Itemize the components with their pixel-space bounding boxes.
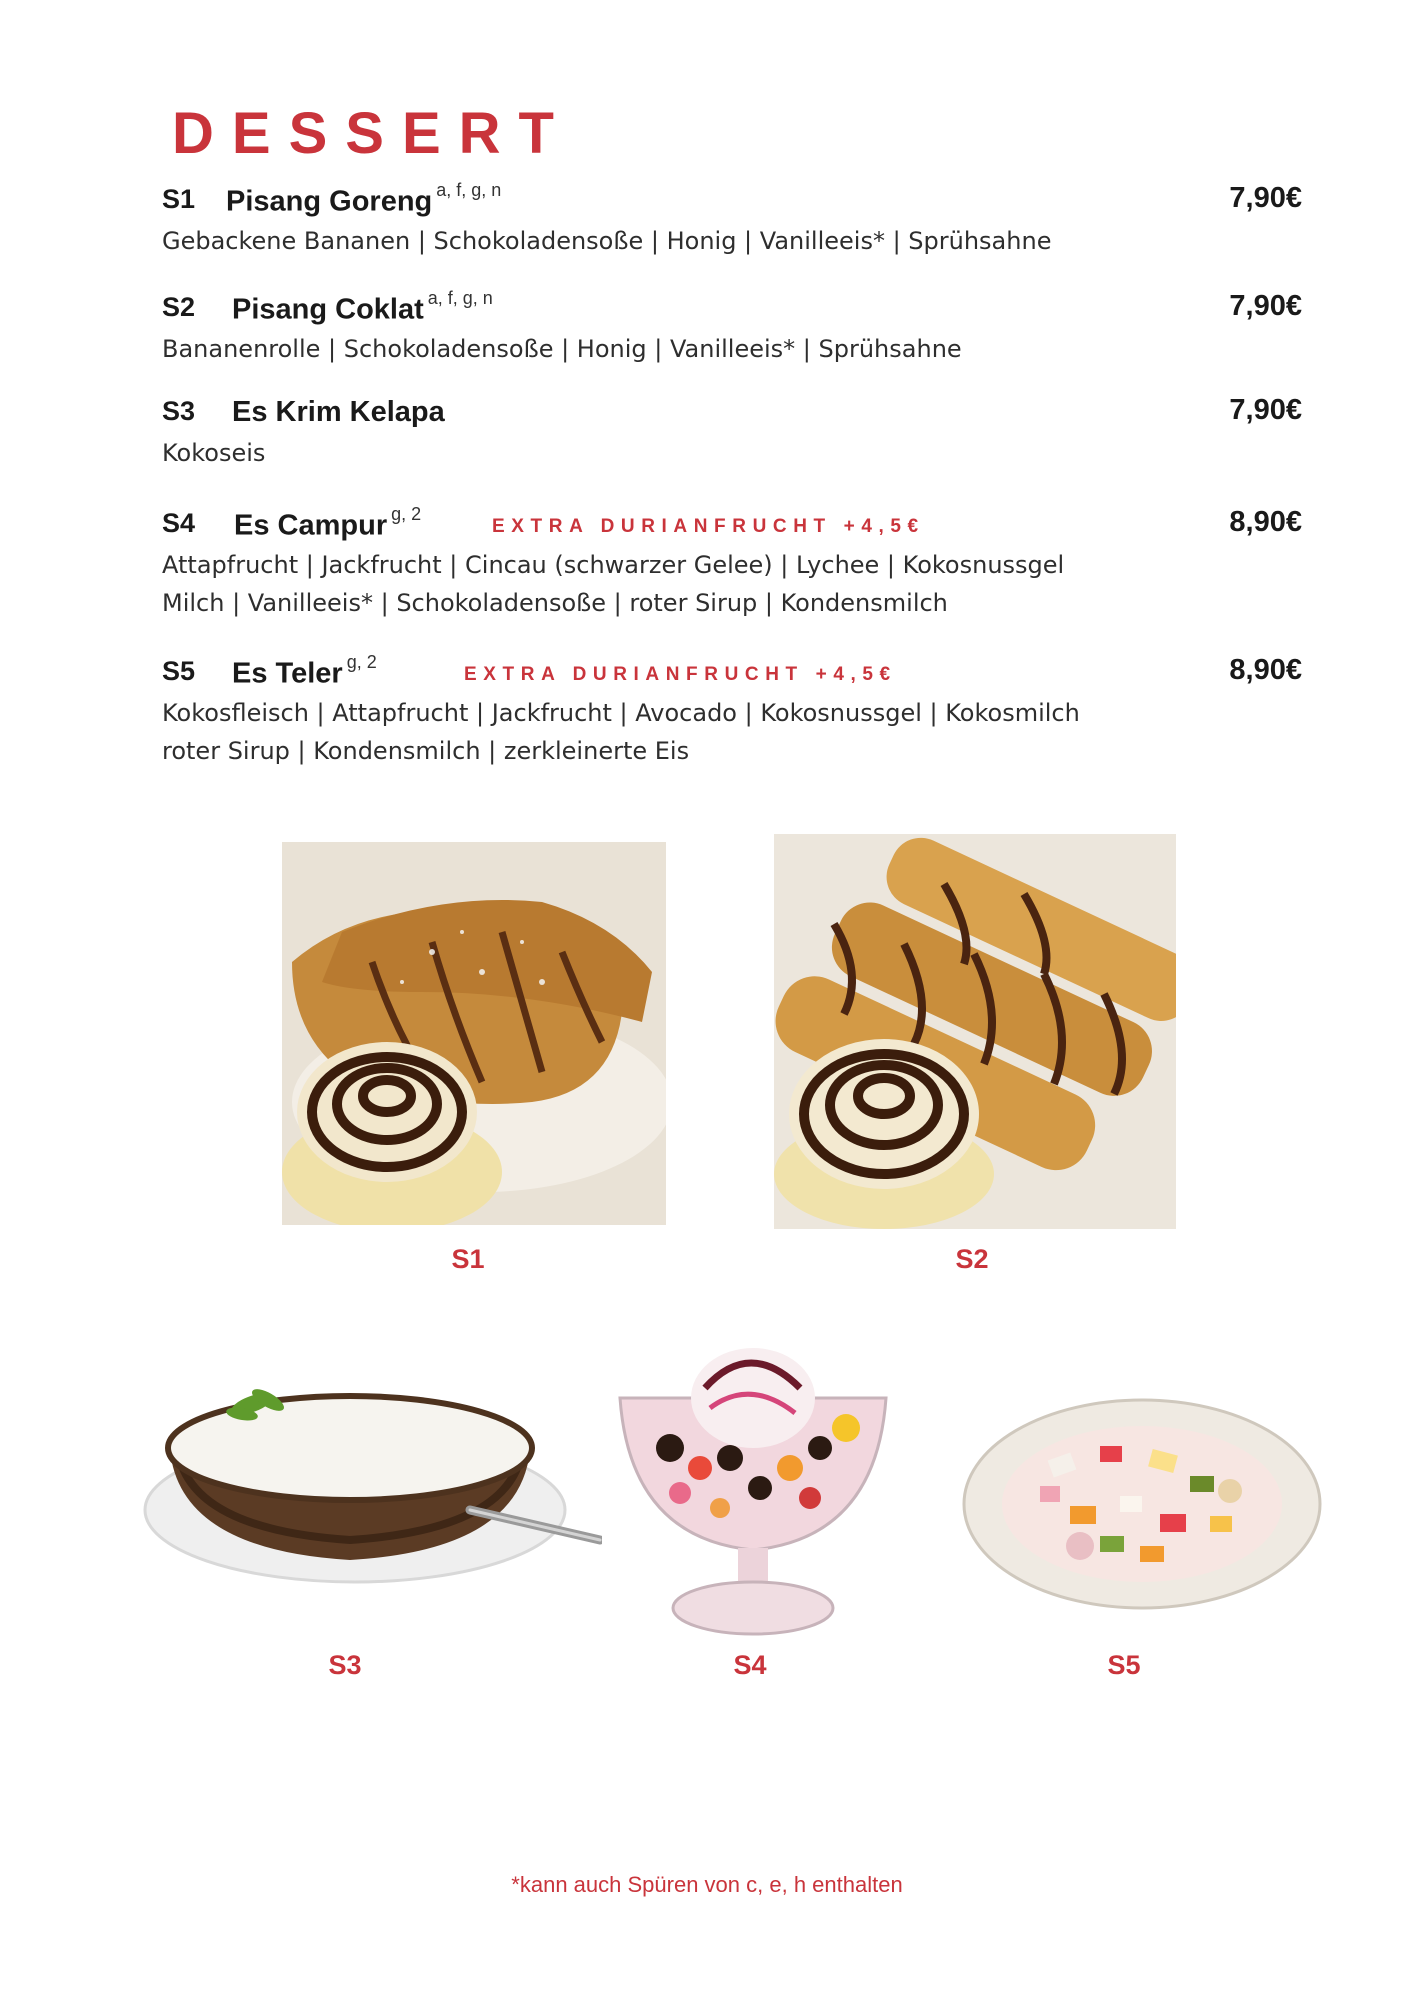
item-description: Milch | Vanilleeis* | Schokoladensoße | roter Sirup | Kondensmilch <box>162 589 948 617</box>
es-campur-photo <box>610 1318 896 1640</box>
photo-label: S1 <box>451 1244 485 1274</box>
item-description: Attapfrucht | Jackfrucht | Cincau (schwarzer Gelee) | Lychee | Kokosnussgel <box>162 551 1065 579</box>
page-title: DESSERT <box>172 101 572 166</box>
menu-item-s1 <box>162 178 1302 260</box>
pisang-goreng-photo <box>282 842 666 1225</box>
es-teler-photo <box>960 1396 1324 1618</box>
item-description: Gebackene Bananen | Schokoladensoße | Honig | Vanilleeis* | Sprühsahne <box>162 227 1052 255</box>
menu-item-s4 <box>162 502 1302 622</box>
item-price: 7,90€ <box>1229 290 1302 322</box>
item-code: S3 <box>162 396 196 426</box>
menu-item-s2 <box>162 286 1302 368</box>
item-description: Bananenrolle | Schokoladensoße | Honig | Vanilleeis* | Sprühsahne <box>162 335 962 363</box>
item-description: Kokosfleisch | Attapfrucht | Jackfrucht | Avocado | Kokosnussgel | Kokosmilch <box>162 699 1080 727</box>
es-krim-kelapa-photo <box>140 1360 602 1588</box>
item-code: S5 <box>162 656 196 686</box>
item-name: Pisang Goreng $^{a, f, g, n}$ <box>226 180 502 218</box>
item-name: Pisang Coklat $^{a, f, g, n}$ <box>232 288 493 326</box>
extra-durian-note: EXTRA DURIANFRUCHT +4,5€ <box>492 516 925 537</box>
item-code: S4 <box>162 508 196 538</box>
allergen-codes: a, f, g, n <box>436 180 502 200</box>
extra-durian-note: EXTRA DURIANFRUCHT +4,5€ <box>464 664 897 685</box>
pisang-coklat-photo <box>774 834 1176 1229</box>
item-description: roter Sirup | Kondensmilch | zerkleinerte Eis <box>162 737 690 765</box>
item-code: S2 <box>162 292 196 322</box>
item-price: 8,90€ <box>1229 654 1302 686</box>
item-description: Kokoseis <box>162 439 266 467</box>
item-price: 8,90€ <box>1229 506 1302 538</box>
allergen-codes: g, 2 <box>346 652 377 672</box>
photo-label: S2 <box>955 1244 989 1274</box>
allergen-footnote: *kann auch Spüren von c, e, h enthalten <box>511 1872 903 1897</box>
item-name: Es Teler $^{g, 2}$ <box>232 652 377 690</box>
item-price: 7,90€ <box>1229 182 1302 214</box>
menu-item-s3 <box>162 390 1302 472</box>
item-name: Es Krim Kelapa <box>232 396 445 428</box>
item-price: 7,90€ <box>1229 394 1302 426</box>
photo-label: S3 <box>328 1650 362 1680</box>
menu-item-s5 <box>162 650 1302 770</box>
photo-label: S4 <box>733 1650 767 1680</box>
allergen-codes: a, f, g, n <box>427 288 493 308</box>
item-code: S1 <box>162 184 196 214</box>
photo-label: S5 <box>1107 1650 1141 1680</box>
allergen-codes: g, 2 <box>391 504 422 524</box>
item-name: Es Campur $^{g, 2}$ <box>234 504 422 542</box>
